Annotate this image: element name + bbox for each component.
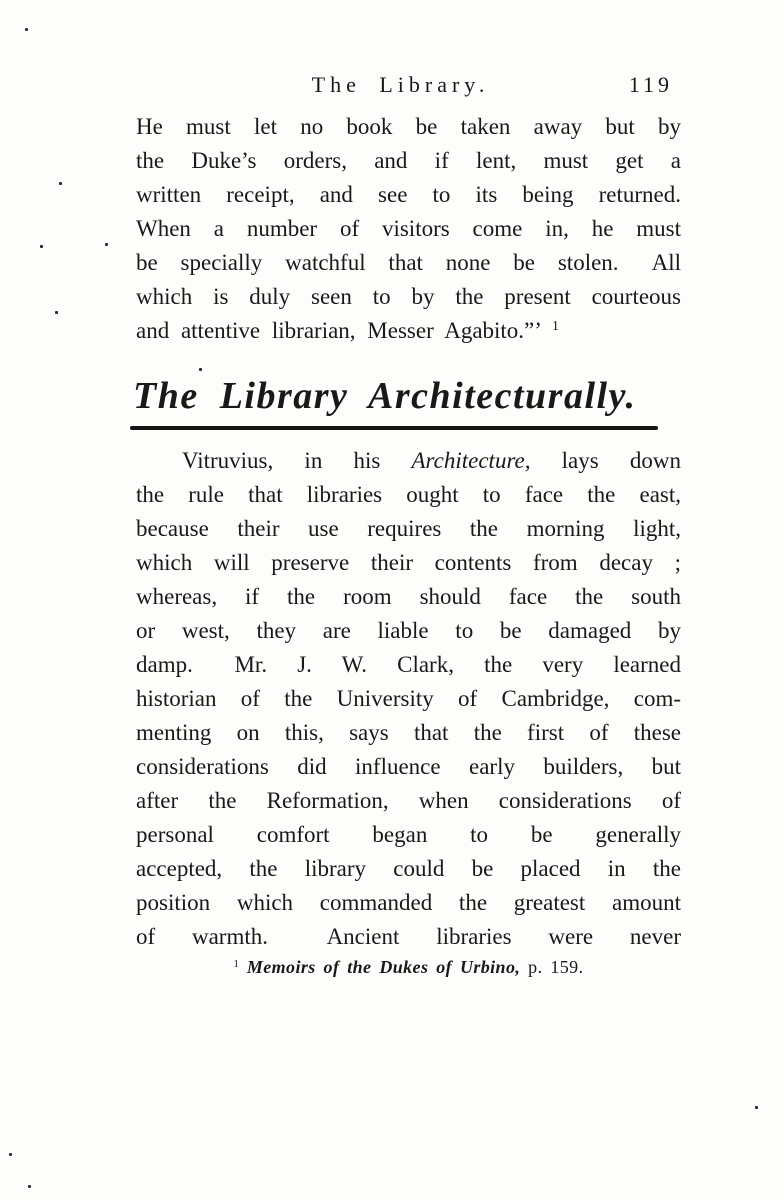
text-line: whereas, if the room should face the south xyxy=(136,584,681,609)
scan-speck xyxy=(59,182,62,185)
footnote xyxy=(136,952,681,982)
opening-paragraph xyxy=(136,110,681,348)
text-line: menting on this, says that the first of these xyxy=(136,720,681,745)
text-line: the Duke’s orders, and if lent, must get a xyxy=(136,148,681,173)
text-line: of warmth. Ancient libraries were never xyxy=(136,924,681,949)
running-header xyxy=(136,68,681,102)
scan-speck xyxy=(25,28,28,31)
text-line: or west, they are liable to be damaged by xyxy=(136,618,681,643)
section-heading: The Library Architecturally. xyxy=(133,375,637,417)
text-line: accepted, the library could be placed in the xyxy=(136,856,681,881)
text-line: which is duly seen to by the present courteous xyxy=(136,284,681,309)
text-line: the rule that libraries ought to face the east, xyxy=(136,482,681,507)
text-line: be specially watchful that none be stolen. All xyxy=(136,250,681,275)
text-line: and attentive librarian, Messer Agabito.”’ $^1$ xyxy=(136,318,559,343)
text-line: after the Reformation, when considerations of xyxy=(136,788,681,813)
text-line: He must let no book be taken away but by xyxy=(136,114,681,139)
text-line: damp. Mr. J. W. Clark, the very learned xyxy=(136,652,681,677)
scan-speck xyxy=(199,368,202,371)
scan-speck xyxy=(755,1106,758,1109)
text-line: personal comfort began to be generally xyxy=(136,822,681,847)
scan-speck xyxy=(9,1153,12,1156)
running-header-title: The Library. xyxy=(311,72,490,97)
text-line: Vitruvius, in his Architecture, lays down xyxy=(182,448,681,473)
scan-speck xyxy=(28,1185,31,1188)
text-line: written receipt, and see to its being returned. xyxy=(136,182,681,207)
text-line: which will preserve their contents from decay ; xyxy=(136,550,681,575)
scan-speck xyxy=(105,243,108,246)
scan-speck xyxy=(40,245,43,248)
text-line: because their use requires the morning light, xyxy=(136,516,681,541)
text-line: position which commanded the greatest amount xyxy=(136,890,681,915)
text-line: considerations did influence early builders, but xyxy=(136,754,681,779)
body-paragraph xyxy=(136,444,681,954)
text-line: $^1$ Memoirs of the Dukes of Urbino, p. 159. xyxy=(233,957,584,977)
scan-speck xyxy=(55,311,58,314)
page-number: 119 xyxy=(628,72,673,97)
text-line: historian of the University of Cambridge, com- xyxy=(136,686,681,711)
text-line: When a number of visitors come in, he must xyxy=(136,216,681,241)
section-heading-rule xyxy=(130,426,658,430)
